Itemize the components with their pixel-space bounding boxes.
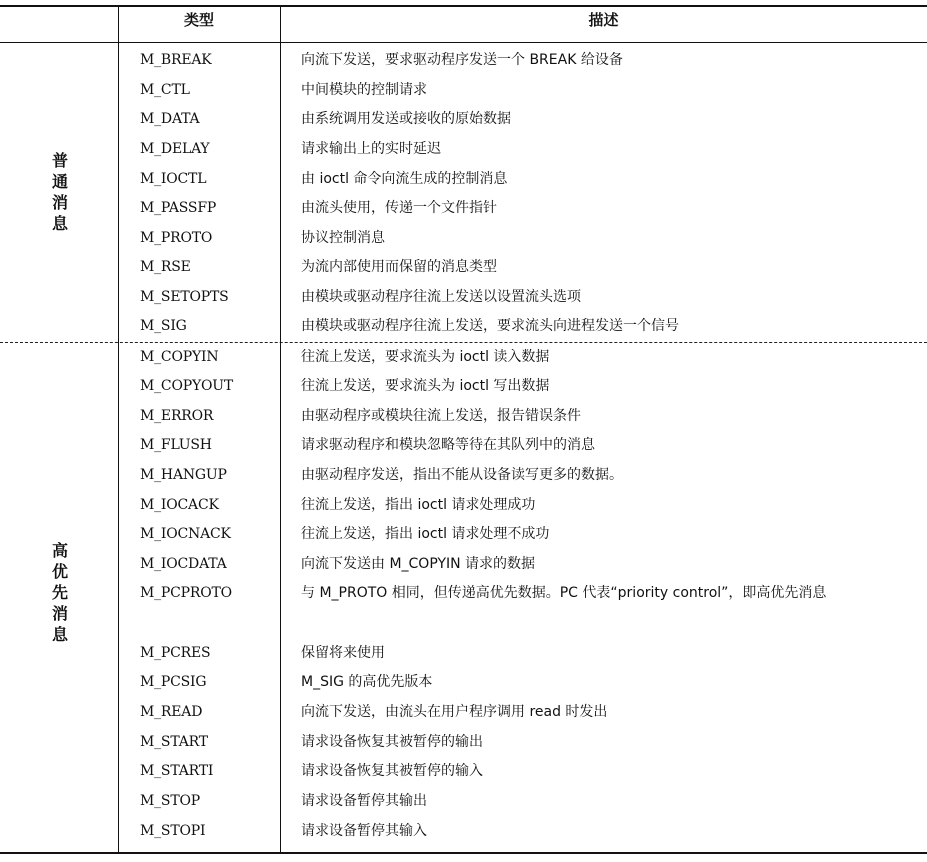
message-description: 往流上发送，指出 ioctl 请求处理成功: [301, 497, 536, 513]
message-description: 往流上发送，指出 ioctl 请求处理不成功: [301, 526, 550, 542]
message-description: 协议控制消息: [301, 230, 385, 246]
message-type: M_HANGUP: [140, 467, 227, 483]
message-description: 由驱动程序或模块往流上发送，报告错误条件: [301, 408, 581, 424]
group-label-char: 优: [51, 562, 68, 581]
message-description: 请求驱动程序和模块忽略等待在其队列中的消息: [301, 437, 595, 453]
message-description: 保留将来使用: [301, 645, 385, 661]
group-label-char: 消: [51, 193, 68, 212]
message-type: M_SIG: [140, 318, 187, 334]
message-type: M_DATA: [140, 111, 200, 127]
message-description: 向流下发送由 M_COPYIN 请求的数据: [301, 556, 536, 572]
group-label-char: 息: [51, 214, 68, 233]
message-type: M_STARTI: [140, 763, 214, 779]
message-description: 为流内部使用而保留的消息类型: [301, 259, 497, 275]
group-label-char: 息: [51, 625, 68, 644]
message-type: M_IOCTL: [140, 171, 207, 187]
description-column-header: 描述: [588, 11, 619, 29]
message-description: 往流上发送，要求流头为 ioctl 读入数据: [301, 349, 550, 365]
group-label-high-priority: [48, 540, 72, 645]
message-description: 往流上发送，要求流头为 ioctl 写出数据: [301, 378, 550, 394]
message-type: M_IOCDATA: [140, 556, 227, 572]
column-divider-left: [118, 5, 119, 852]
message-description: 由系统调用发送或接收的原始数据: [301, 111, 511, 127]
group-label-char: 高: [51, 541, 68, 560]
message-description: 请求设备暂停其输出: [301, 793, 427, 809]
message-type: M_RSE: [140, 259, 191, 275]
message-type: M_IOCNACK: [140, 526, 231, 542]
message-type: M_START: [140, 734, 208, 750]
message-type: M_ERROR: [140, 408, 214, 424]
message-type: M_IOCACK: [140, 497, 219, 513]
group-label-normal: [48, 150, 72, 234]
message-description: 由流头使用，传递一个文件指针: [301, 200, 497, 216]
message-type: M_PROTO: [140, 230, 213, 246]
message-description: 由驱动程序发送，指出不能从设备读写更多的数据。: [301, 467, 623, 483]
group-label-char: 普: [51, 151, 68, 170]
column-divider-right: [280, 5, 281, 852]
header-rule: [0, 42, 927, 43]
message-description: 请求设备恢复其被暂停的输出: [301, 734, 483, 750]
message-description: 由 ioctl 命令向流生成的控制消息: [301, 171, 508, 187]
message-description: M_SIG 的高优先版本: [301, 674, 433, 690]
message-description: 与 M_PROTO 相同，但传递高优先数据。PC 代表“priority control”，即高优先消息: [301, 585, 827, 601]
message-type: M_PASSFP: [140, 200, 217, 216]
message-description: 由模块或驱动程序往流上发送，要求流头向进程发送一个信号: [301, 318, 679, 334]
message-type: M_PCRES: [140, 645, 211, 661]
message-type: M_DELAY: [140, 141, 210, 157]
message-type: M_STOP: [140, 793, 200, 809]
message-description: 向流下发送，由流头在用户程序调用 read 时发出: [301, 704, 608, 720]
group-label-char: 先: [51, 583, 68, 602]
message-description: 请求设备暂停其输入: [301, 823, 427, 839]
message-type: M_PCPROTO: [140, 585, 232, 601]
message-type: M_STOPI: [140, 823, 206, 839]
message-description: 向流下发送，要求驱动程序发送一个 BREAK 给设备: [301, 52, 623, 68]
message-description: 请求输出上的实时延迟: [301, 141, 441, 157]
message-type: M_BREAK: [140, 52, 212, 68]
message-description: 中间模块的控制请求: [301, 82, 427, 98]
message-type: M_PCSIG: [140, 674, 207, 690]
message-type: M_FLUSH: [140, 437, 212, 453]
message-type: M_COPYIN: [140, 349, 219, 365]
group-label-char: 消: [51, 604, 68, 623]
table-bottom-rule: [0, 852, 927, 854]
message-type: M_COPYOUT: [140, 378, 234, 394]
type-column-header: 类型: [183, 11, 214, 29]
message-type: M_CTL: [140, 82, 190, 98]
group-label-char: 通: [51, 172, 68, 191]
message-description: 由模块或驱动程序往流上发送以设置流头选项: [301, 289, 581, 305]
message-description: 请求设备恢复其被暂停的输入: [301, 763, 483, 779]
message-type: M_SETOPTS: [140, 289, 229, 305]
message-type: M_READ: [140, 704, 203, 720]
